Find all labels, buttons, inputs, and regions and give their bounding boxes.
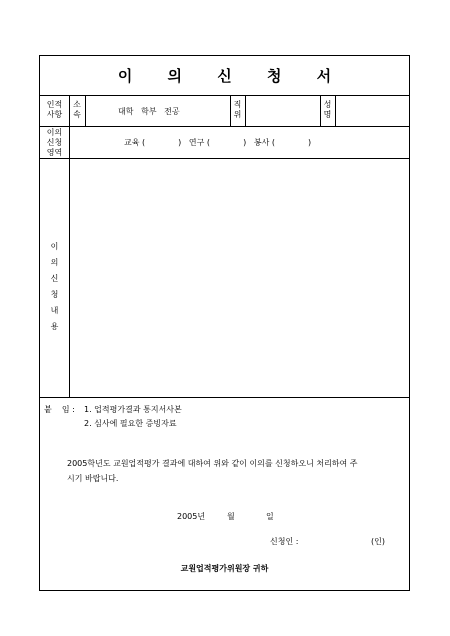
appeal-content-field[interactable] — [70, 159, 409, 397]
affiliation-value: 대학 학부 전공 — [118, 107, 180, 116]
name-label-line1: 성 — [323, 100, 332, 109]
addressee: 교원업적평가위원장 귀하 — [180, 564, 269, 573]
position-label-line2: 위 — [233, 110, 242, 119]
name-label-line2: 명 — [323, 110, 332, 119]
affiliation-label-line1: 소 — [73, 100, 81, 109]
appeal-form — [39, 55, 410, 591]
position-label-line1: 직 — [233, 100, 242, 109]
appeal-area-label-line1: 이의 — [46, 128, 63, 137]
appeal-area-label-line3: 영역 — [46, 148, 63, 157]
personal-info-label-line2: 사항 — [46, 110, 63, 119]
name-field[interactable] — [336, 96, 409, 126]
position-label — [230, 100, 245, 120]
seal-mark: (인) — [371, 537, 385, 546]
attachments-label: 붙 임 : — [44, 405, 75, 414]
appeal-area-label — [40, 128, 69, 158]
divider — [40, 397, 409, 398]
divider — [40, 126, 409, 127]
form-title: 이 의 신 청 서 — [117, 67, 347, 85]
statement-line-1: 2005학년도 교원업적평가 결과에 대하여 위와 같이 이의를 신청하오니 처리하여 주 — [67, 459, 358, 468]
applicant-label: 신청인 : — [270, 537, 299, 546]
date-day: 일 — [266, 512, 274, 521]
date-month: 월 — [227, 512, 235, 521]
appeal-content-label — [40, 239, 69, 335]
attachment-item-1: 1. 업적평가결과 통지서사본 — [84, 405, 182, 414]
content-label-char: 의 — [50, 258, 59, 267]
appeal-area-options[interactable]: 교육 ( ) 연구 ( ) 봉사 ( ) — [124, 138, 312, 147]
name-label — [320, 100, 335, 120]
attachment-item-2: 2. 심사에 필요한 증빙자료 — [84, 419, 177, 428]
content-label-char: 이 — [50, 242, 59, 251]
date-year: 2005년 — [177, 512, 206, 521]
personal-info-label-line1: 인적 — [46, 100, 63, 109]
affiliation-label — [69, 100, 85, 120]
column-divider — [85, 95, 86, 126]
content-label-char: 신 — [50, 274, 59, 283]
applicant-name-field[interactable] — [310, 534, 370, 548]
content-label-char: 용 — [50, 322, 59, 331]
content-label-char: 내 — [50, 306, 59, 315]
affiliation-label-line2: 속 — [73, 110, 81, 119]
position-field[interactable] — [246, 96, 320, 126]
personal-info-label — [40, 100, 69, 120]
content-label-char: 청 — [50, 290, 59, 299]
appeal-area-label-line2: 신청 — [46, 138, 63, 147]
statement-line-2: 시기 바랍니다. — [67, 474, 119, 483]
